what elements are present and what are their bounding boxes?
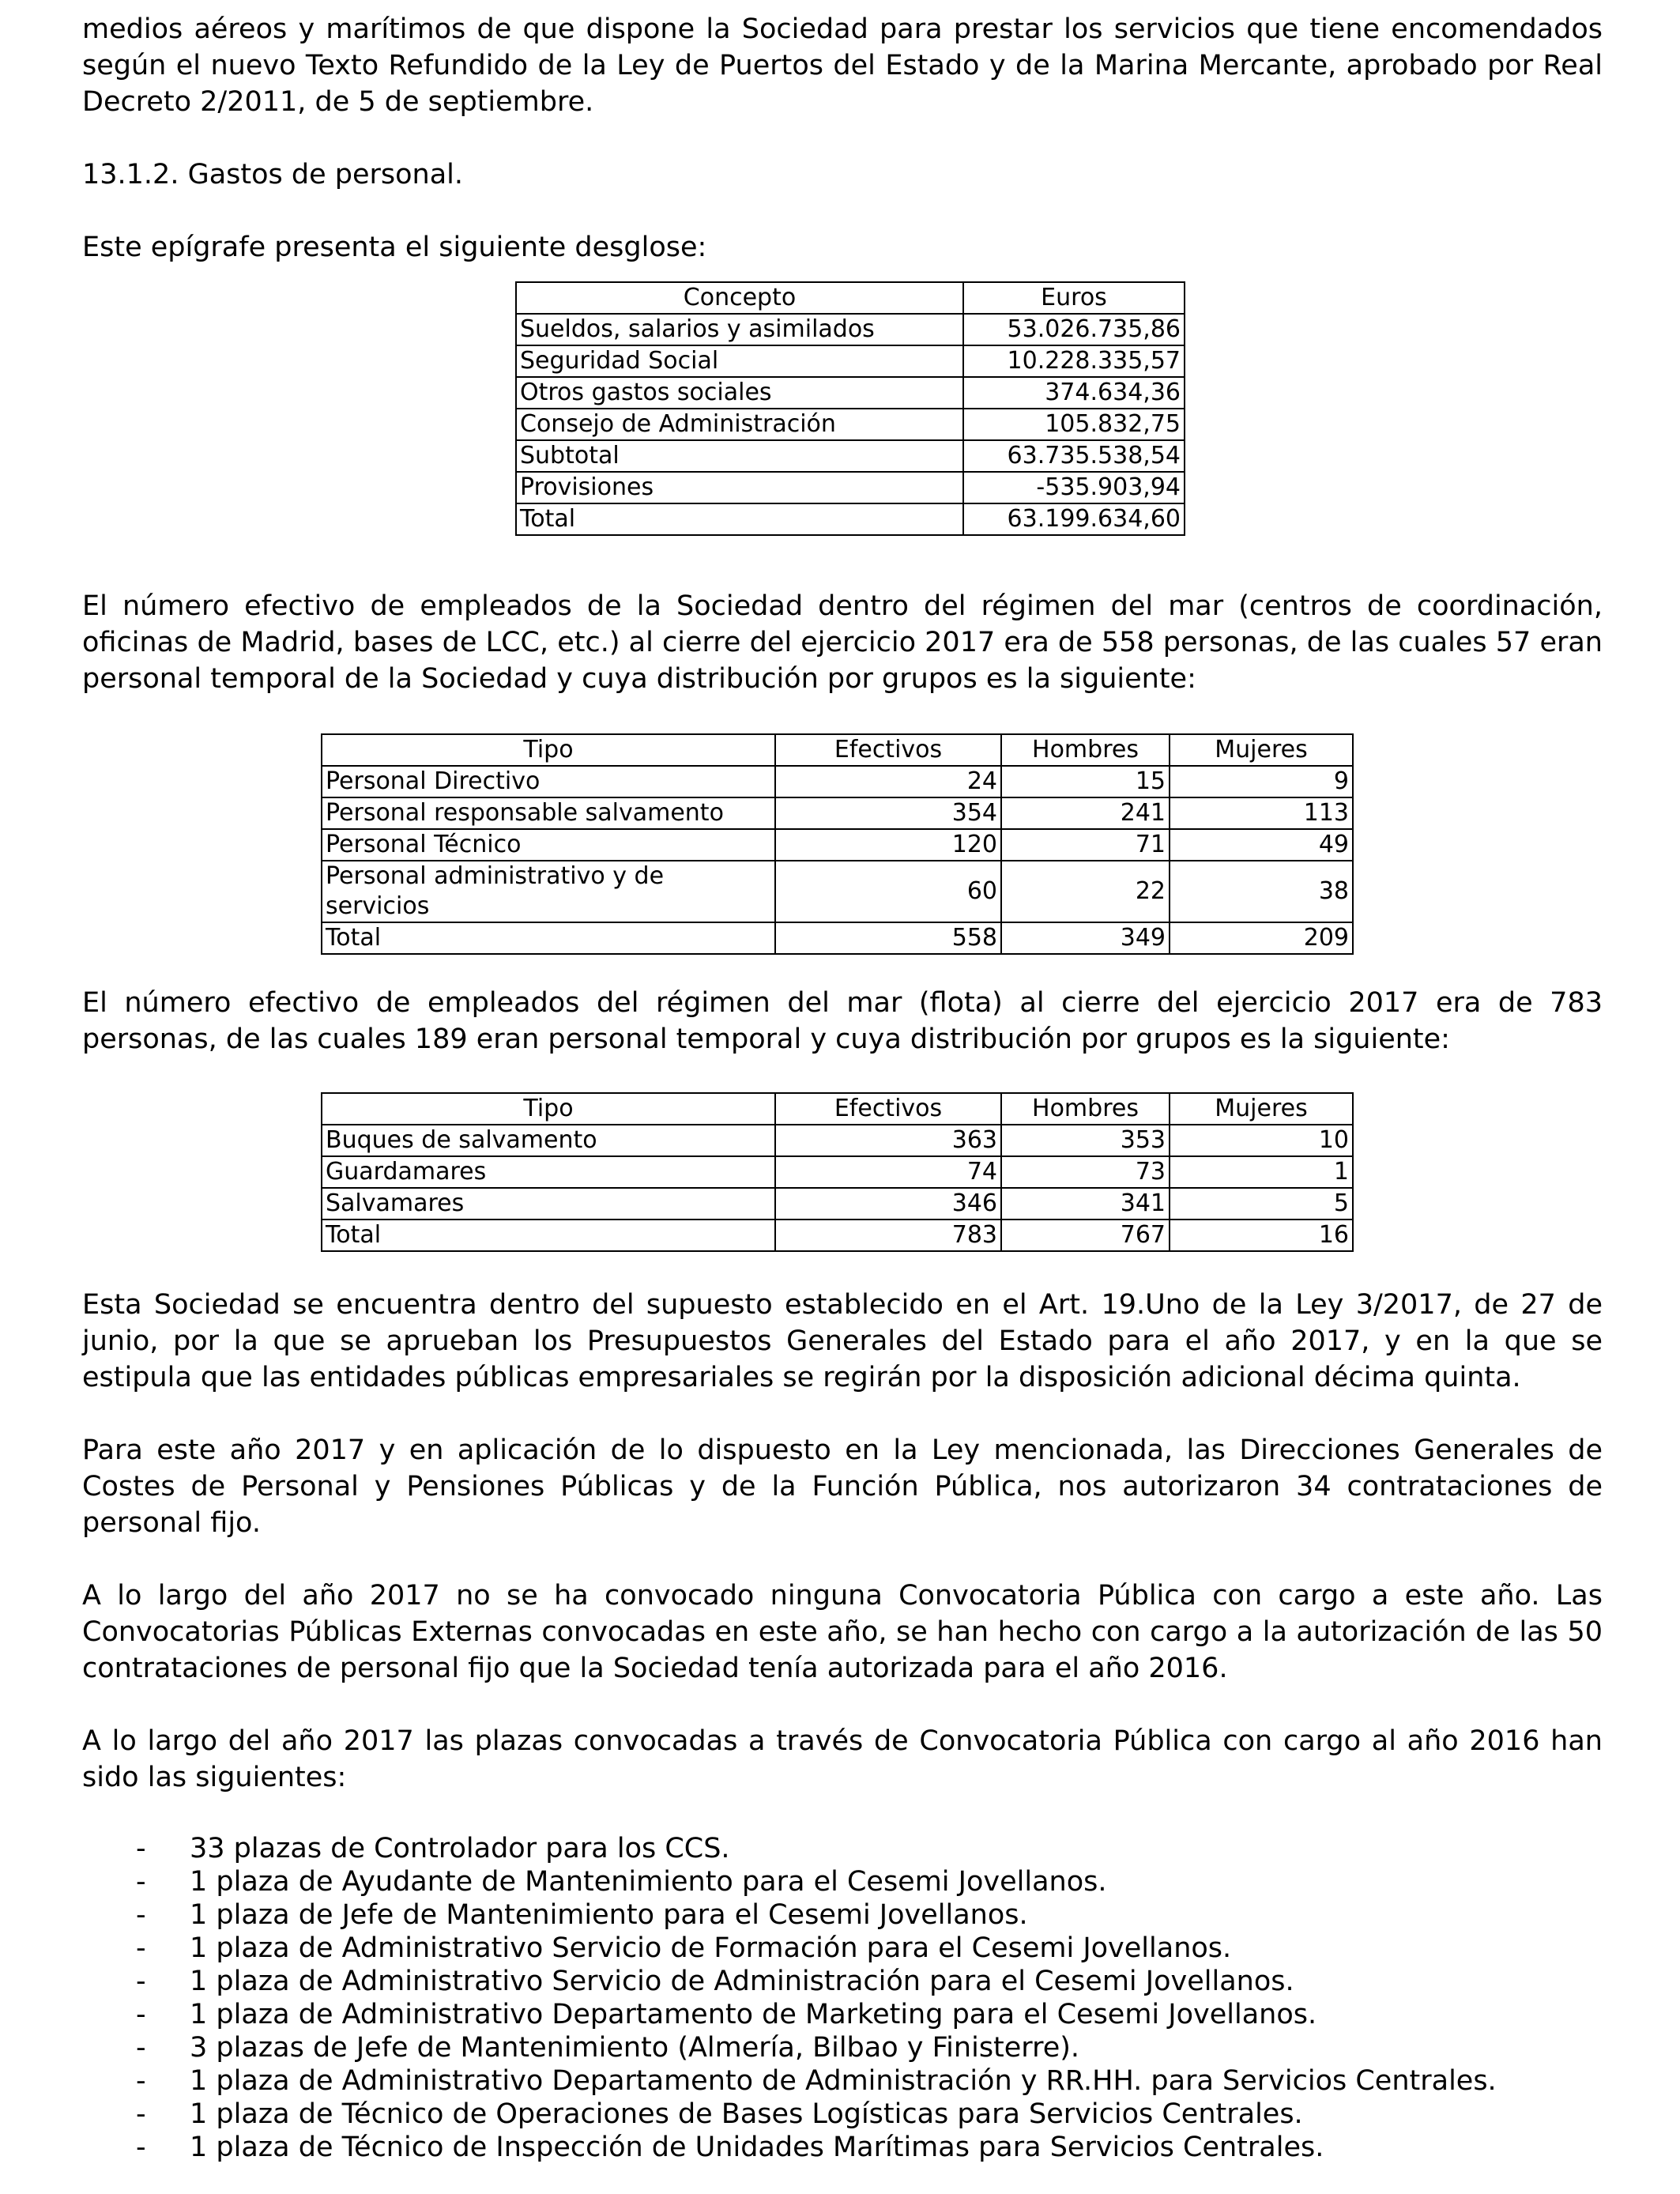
- table-cell: 341: [1001, 1188, 1170, 1220]
- table-row: [322, 1188, 1353, 1220]
- list-item-text: 1 plaza de Administrativo Servicio de Formación para el Cesemi Jovellanos.: [190, 1932, 1232, 1964]
- column-header: Hombres: [1001, 734, 1170, 766]
- table-row: [516, 503, 1185, 535]
- table-cell: 353: [1001, 1125, 1170, 1156]
- paragraph-empleados-flota: El número efectivo de empleados del régimen del mar (flota) al cierre del ejercicio 2017 era de 783 personas, de las cuales 189 eran personal temporal y cuya distribución por grupos es la siguiente:: [82, 987, 1603, 1055]
- table-cell: 10: [1170, 1125, 1353, 1156]
- column-header: Mujeres: [1170, 734, 1353, 766]
- bullet-dash: -: [136, 2132, 146, 2163]
- paragraph-plazas-intro: A lo largo del año 2017 las plazas convocadas a través de Convocatoria Pública con cargo al año 2016 han sido las siguientes:: [82, 1725, 1603, 1793]
- bullet-dash: -: [136, 2065, 146, 2097]
- table-cell: 73: [1001, 1156, 1170, 1188]
- paragraph-contrataciones: Para este año 2017 y en aplicación de lo dispuesto en la Ley mencionada, las Direcciones Generales de Costes de Personal y Pensiones Públicas y de la Función Pública, nos autorizaron 34 contrataciones de personal fijo.: [82, 1434, 1603, 1539]
- section-heading: 13.1.2. Gastos de personal.: [82, 159, 464, 190]
- bullet-dash: -: [136, 1966, 146, 1997]
- bullet-dash: -: [136, 2032, 146, 2064]
- column-header: Efectivos: [775, 734, 1001, 766]
- list-item: [82, 2131, 1603, 2164]
- list-item: [82, 1865, 1603, 1898]
- table-row: [516, 440, 1185, 472]
- list-item-text: 1 plaza de Administrativo Departamento de Marketing para el Cesemi Jovellanos.: [190, 1999, 1317, 2030]
- column-header: Euros: [963, 282, 1185, 314]
- table-cell: Buques de salvamento: [322, 1125, 775, 1156]
- table-header-row: [322, 734, 1353, 766]
- table-cell: Personal Directivo: [322, 766, 775, 797]
- table-row: [516, 314, 1185, 345]
- table-row: [322, 797, 1353, 829]
- table-row: [322, 1220, 1353, 1251]
- list-item: [82, 2064, 1603, 2098]
- table-cell: 105.832,75: [963, 409, 1185, 440]
- table-cell: 16: [1170, 1220, 1353, 1251]
- bullet-dash: -: [136, 1833, 146, 1864]
- table-cell: Total: [322, 922, 775, 954]
- table-cell: 767: [1001, 1220, 1170, 1251]
- list-item: [82, 1898, 1603, 1932]
- list-item-text: 1 plaza de Administrativo Departamento de Administración y RR.HH. para Servicios Centrales.: [190, 2065, 1497, 2097]
- table-cell: Otros gastos sociales: [516, 377, 963, 409]
- table-cell: 53.026.735,86: [963, 314, 1185, 345]
- table-cell: -535.903,94: [963, 472, 1185, 503]
- table-cell: 374.634,36: [963, 377, 1185, 409]
- table-row: [322, 1156, 1353, 1188]
- document-page: [82, 11, 1603, 2164]
- table-cell: 49: [1170, 829, 1353, 861]
- table-cell: 63.735.538,54: [963, 440, 1185, 472]
- table-cell: 363: [775, 1125, 1001, 1156]
- table-cell: 5: [1170, 1188, 1353, 1220]
- table-cell: Total: [322, 1220, 775, 1251]
- table-cell: 22: [1001, 861, 1170, 922]
- table-cell: 38: [1170, 861, 1353, 922]
- table-cell: 9: [1170, 766, 1353, 797]
- table-header-row: [516, 282, 1185, 314]
- bullet-dash: -: [136, 2098, 146, 2130]
- table-cell: Personal Técnico: [322, 829, 775, 861]
- table-row: [322, 861, 1353, 922]
- paragraph-intro: medios aéreos y marítimos de que dispone la Sociedad para prestar los servicios que tiene encomendados según el nuevo Texto Refundido de la Ley de Puertos del Estado y de la Marina Mercante, aprobado por Real Decreto 2/2011, de 5 de septiembre.: [82, 13, 1603, 118]
- table-cell: Consejo de Administración: [516, 409, 963, 440]
- table-cell: 349: [1001, 922, 1170, 954]
- table-cell: 63.199.634,60: [963, 503, 1185, 535]
- column-header: Tipo: [322, 1093, 775, 1125]
- table-row: [322, 922, 1353, 954]
- table-cell: 783: [775, 1220, 1001, 1251]
- list-item-text: 1 plaza de Ayudante de Mantenimiento para el Cesemi Jovellanos.: [190, 1866, 1107, 1898]
- table-cell: 120: [775, 829, 1001, 861]
- table-cell: 113: [1170, 797, 1353, 829]
- list-item: [82, 2098, 1603, 2131]
- table-cell: 209: [1170, 922, 1353, 954]
- list-item-text: 1 plaza de Jefe de Mantenimiento para el Cesemi Jovellanos.: [190, 1899, 1028, 1931]
- column-header: Mujeres: [1170, 1093, 1353, 1125]
- list-item: [82, 2031, 1603, 2064]
- paragraph-empleados-tierra: El número efectivo de empleados de la Sociedad dentro del régimen del mar (centros de coordinación, oficinas de Madrid, bases de LCC, etc.) al cierre del ejercicio 2017 era de 558 personas, de las cuales 57 eran personal temporal de la Sociedad y cuya distribución por grupos es la siguiente:: [82, 590, 1603, 695]
- empleados-centros-table: [321, 733, 1354, 955]
- table-cell: 346: [775, 1188, 1001, 1220]
- table-cell: 74: [775, 1156, 1001, 1188]
- table-header-row: [322, 1093, 1353, 1125]
- column-header: Concepto: [516, 282, 963, 314]
- table-row: [516, 377, 1185, 409]
- bullet-dash: -: [136, 1932, 146, 1964]
- table-cell: Seguridad Social: [516, 345, 963, 377]
- table-cell: Sueldos, salarios y asimilados: [516, 314, 963, 345]
- plazas-list: [82, 1832, 1603, 2164]
- list-item-text: 1 plaza de Técnico de Inspección de Unidades Marítimas para Servicios Centrales.: [190, 2132, 1324, 2163]
- bullet-dash: -: [136, 1866, 146, 1898]
- table-cell: 60: [775, 861, 1001, 922]
- table-cell: 1: [1170, 1156, 1353, 1188]
- bullet-dash: -: [136, 1999, 146, 2030]
- table-row: [516, 409, 1185, 440]
- paragraph-convocatorias: A lo largo del año 2017 no se ha convocado ninguna Convocatoria Pública con cargo a este año. Las Convocatorias Públicas Externas convocadas en este año, se han hecho con cargo a la autorización de las 50 contrataciones de personal fijo que la Sociedad tenía autorizada para el año 2016.: [82, 1580, 1603, 1684]
- paragraph-ley-presupuestos: Esta Sociedad se encuentra dentro del supuesto establecido en el Art. 19.Uno de la Ley 3/2017, de 27 de junio, por la que se aprueban los Presupuestos Generales del Estado para el año 2017, y en la que se estipula que las entidades públicas empresariales se regirán por la disposición adicional décima quinta.: [82, 1289, 1603, 1393]
- table-row: [322, 829, 1353, 861]
- table-cell: 71: [1001, 829, 1170, 861]
- list-item: [82, 1998, 1603, 2031]
- table-cell: 15: [1001, 766, 1170, 797]
- list-item-text: 3 plazas de Jefe de Mantenimiento (Almería, Bilbao y Finisterre).: [190, 2032, 1080, 2064]
- column-header: Efectivos: [775, 1093, 1001, 1125]
- list-item-text: 33 plazas de Controlador para los CCS.: [190, 1833, 730, 1864]
- column-header: Hombres: [1001, 1093, 1170, 1125]
- list-item: [82, 1932, 1603, 1965]
- table-row: [322, 766, 1353, 797]
- table-cell: 558: [775, 922, 1001, 954]
- table-cell: Personal administrativo y de servicios: [322, 861, 775, 922]
- table-cell: 24: [775, 766, 1001, 797]
- list-item-text: 1 plaza de Administrativo Servicio de Administración para el Cesemi Jovellanos.: [190, 1966, 1294, 1997]
- table-row: [516, 472, 1185, 503]
- bullet-dash: -: [136, 1899, 146, 1931]
- table-cell: Subtotal: [516, 440, 963, 472]
- empleados-flota-table: [321, 1092, 1354, 1252]
- table-cell: 241: [1001, 797, 1170, 829]
- list-item-text: 1 plaza de Técnico de Operaciones de Bases Logísticas para Servicios Centrales.: [190, 2098, 1303, 2130]
- column-header: Tipo: [322, 734, 775, 766]
- table-cell: Total: [516, 503, 963, 535]
- table-row: [322, 1125, 1353, 1156]
- table-cell: Provisiones: [516, 472, 963, 503]
- list-item: [82, 1965, 1603, 1998]
- gastos-personal-table: [515, 281, 1185, 536]
- list-item: [82, 1832, 1603, 1865]
- table-cell: Salvamares: [322, 1188, 775, 1220]
- table-cell: 354: [775, 797, 1001, 829]
- paragraph-desglose: Este epígrafe presenta el siguiente desglose:: [82, 232, 707, 263]
- table-cell: Personal responsable salvamento: [322, 797, 775, 829]
- table-cell: 10.228.335,57: [963, 345, 1185, 377]
- table-row: [516, 345, 1185, 377]
- table-cell: Guardamares: [322, 1156, 775, 1188]
